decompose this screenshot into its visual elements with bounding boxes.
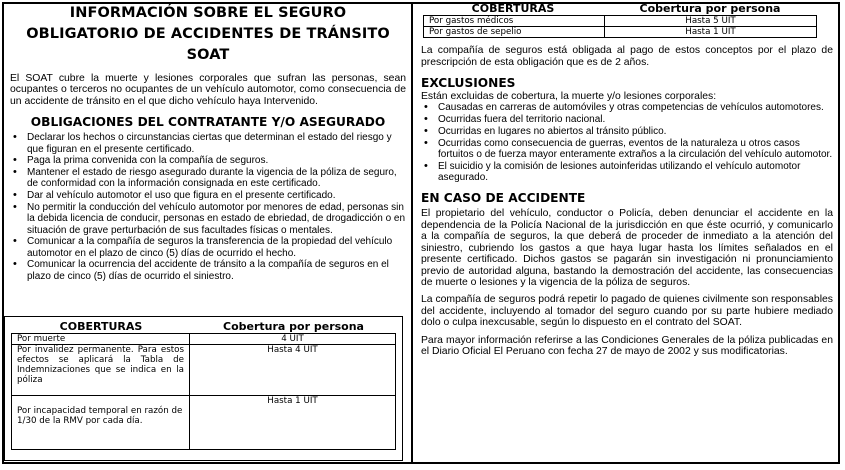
coverage-label: Por incapacidad temporal en razón de 1/30 de la RMV por cada día. bbox=[12, 396, 190, 450]
coverage-col-value: Cobertura por persona bbox=[639, 2, 781, 15]
column-divider bbox=[411, 2, 413, 464]
list-item: • Mantener el estado de riesgo asegurado durante la vigencia de la póliza de seguro, de conformidad con la información consignada en este certificado. bbox=[10, 167, 406, 190]
accident-paragraph-1: El propietario del vehículo, conductor o Policía, deben denunciar el accidente en la dependencia de la Policía Nacional de la jurisdicción en que éste ocurrió, y comunicarlo a la compañía de seguros, la que deberá de proceder de inmediato a la atención del siniestro, cubriendo los gastos a que haya lugar hasta los límites señalados en el presente certificado. Dichos gastos se pagarán sin investigación ni pronunciamiento previo de autoridad alguna, bastando la demostración del accidente, las consecuencias de muerte o lesiones y la vigencia de la póliza de seguros. bbox=[421, 208, 833, 288]
list-item: • Comunicar la ocurrencia del accidente de tránsito a la compañía de seguros en el plazo de cinco (5) días de ocurrido el siniestro. bbox=[10, 259, 406, 282]
coverage-label: Por gastos de sepelio bbox=[424, 27, 605, 38]
list-item: • Causadas en carreras de automóviles y otras competencias de vehículos automotores. bbox=[421, 102, 833, 113]
list-item: • Declarar los hechos o circunstancias ciertas que determinan el estado del riesgo y que figuran en el presente certificado. bbox=[10, 132, 406, 155]
accident-paragraph-2: La compañía de seguros podrá repetir lo pagado de quienes civilmente son responsables del accidente, incluyendo al tomador del seguro cuando por su parte hubiere mediado dolo o culpa inexcusable, según lo dispuesto en el contrato del SOAT. bbox=[421, 294, 833, 329]
intro-paragraph: El SOAT cubre la muerte y lesiones corporales que sufran las personas, sean ocupantes o terceros no ocupantes de un vehículo automotor, como consecuencia de un accidente de tránsito en el que dicho vehículo haya Intervenido. bbox=[10, 73, 406, 107]
right-column bbox=[421, 3, 833, 357]
exclusions-list bbox=[421, 102, 833, 183]
table-row bbox=[12, 334, 396, 345]
list-item: • Ocurridas en lugares no abiertos al tránsito público. bbox=[421, 126, 833, 137]
table-row bbox=[12, 345, 396, 396]
coverage-table-left bbox=[11, 333, 396, 450]
list-item: • No permitir la conducción del vehículo automotor por menores de edad, personas sin la debida licencia de conducir, personas en estado de ebriedad, de drogadicción o en situación de grave perturbación de sus facultades físicas o mentales. bbox=[10, 202, 406, 236]
coverage-col-label: COBERTURAS bbox=[59, 320, 143, 333]
coverage-label: Por invalidez permanente. Para estos efectos se aplicará la Tabla de Indemnizaciones que se indica en la póliza bbox=[12, 345, 190, 396]
list-item: • Ocurridas como consecuencia de guerras, eventos de la naturaleza u otros casos fortuitos o de fuerza mayor enteramente extraños a la circulación del vehículo automotor. bbox=[421, 138, 833, 161]
table-row bbox=[424, 27, 817, 38]
title-line-1: INFORMACIÓN SOBRE EL SEGURO bbox=[69, 5, 347, 21]
coverage-label: Por muerte bbox=[12, 334, 190, 345]
title-line-3: SOAT bbox=[186, 47, 230, 63]
accident-paragraph-3: Para mayor información referirse a las Condiciones Generales de la póliza publicadas en el Diario Oficial El Peruano con fecha 27 de mayo de 2002 y sus modificatorias. bbox=[421, 334, 833, 357]
coverage-header bbox=[423, 3, 817, 15]
coverage-value: Hasta 4 UIT bbox=[190, 345, 396, 396]
coverage-value: Hasta 1 UIT bbox=[605, 27, 817, 38]
coverage-col-value: Cobertura por persona bbox=[223, 320, 364, 333]
accident-heading: EN CASO DE ACCIDENTE bbox=[421, 191, 586, 206]
coverage-col-label: COBERTURAS bbox=[471, 2, 555, 15]
coverage-box-right bbox=[423, 3, 817, 38]
coverage-value: Hasta 5 UIT bbox=[605, 16, 817, 27]
list-item: • Paga la prima convenida con la compañía de seguros. bbox=[10, 155, 406, 166]
obligations-heading: OBLIGACIONES DEL CONTRATANTE Y/O ASEGURADO bbox=[30, 115, 386, 130]
left-column bbox=[10, 3, 406, 283]
list-item: • Ocurridas fuera del territorio nacional. bbox=[421, 114, 833, 125]
table-row bbox=[12, 396, 396, 450]
list-item: • El suicidio y la comisión de lesiones autoinferidas utilizando el vehículo automotor asegurado. bbox=[421, 161, 833, 184]
title-line-2: OBLIGATORIO DE ACCIDENTES DE TRÁNSITO bbox=[26, 26, 390, 42]
list-item: • Dar al vehículo automotor el uso que figura en el presente certificado. bbox=[10, 190, 406, 201]
coverage-value: Hasta 1 UIT bbox=[190, 396, 396, 450]
exclusions-intro: Están excluidas de cobertura, la muerte y/o lesiones corporales: bbox=[421, 91, 717, 102]
exclusions-heading: EXCLUSIONES bbox=[421, 76, 516, 90]
obligations-list bbox=[10, 132, 406, 282]
coverage-value: 4 UIT bbox=[190, 334, 396, 345]
table-row bbox=[424, 16, 817, 27]
document-title bbox=[10, 3, 406, 66]
coverage-label: Por gastos médicos bbox=[424, 16, 605, 27]
payment-note: La compañía de seguros está obligada al pago de estos conceptos por el plazo de prescripción de esta obligación que es de 2 años. bbox=[421, 45, 833, 68]
coverage-box-left bbox=[4, 316, 403, 461]
coverage-header bbox=[11, 321, 396, 333]
list-item: • Comunicar a la compañía de seguros la transferencia de la propiedad del vehículo automotor en el plazo de cinco (5) días de ocurrido el hecho. bbox=[10, 236, 406, 259]
coverage-table-right bbox=[423, 15, 817, 38]
